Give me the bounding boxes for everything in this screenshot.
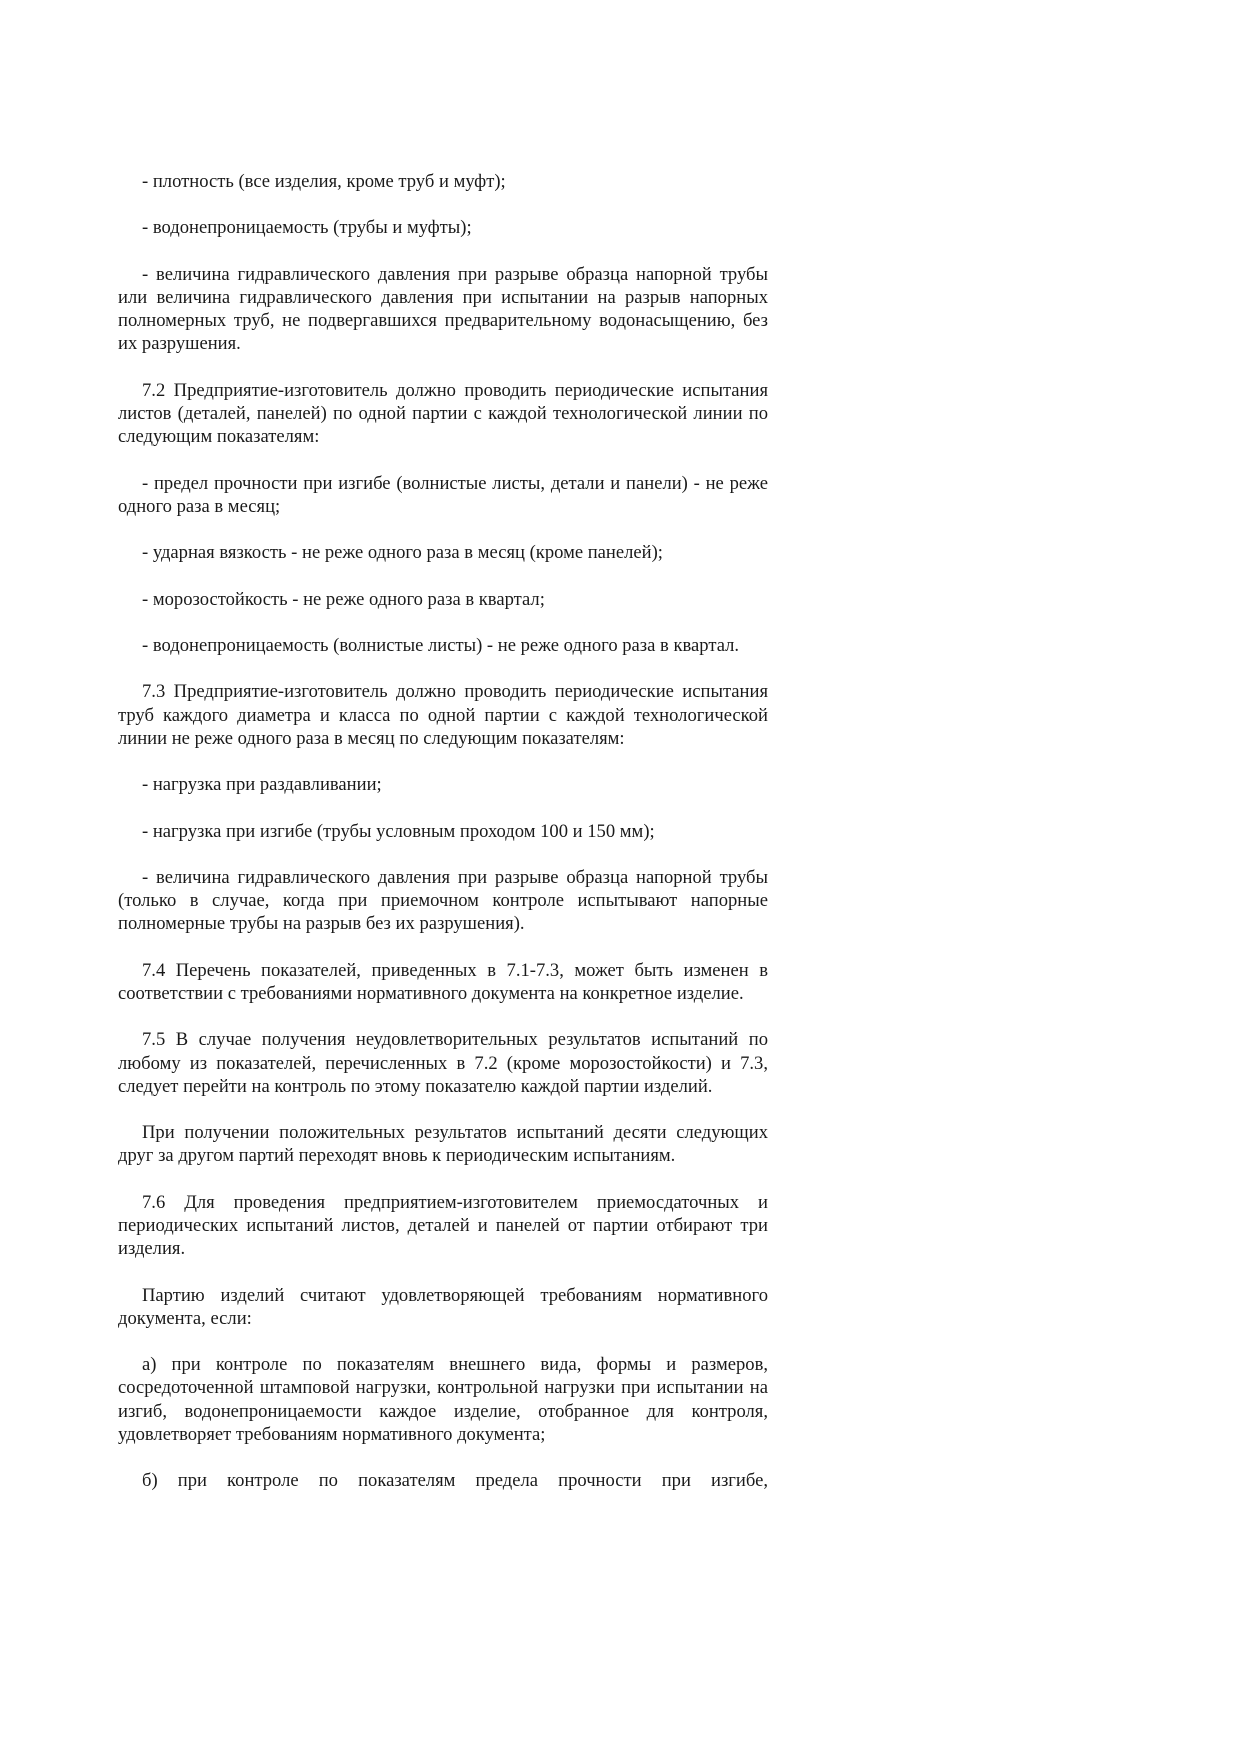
paragraph: - ударная вязкость - не реже одного раза в месяц (кроме панелей); <box>142 542 663 564</box>
paragraph: - предел прочности при изгибе (волнистые листы, детали и панели) - не реже одного раза в месяц; <box>118 472 768 517</box>
paragraph: При получении положительных результатов испытаний десяти следующих друг за другом партий переходят вновь к периодическим испытаниям. <box>118 1122 768 1167</box>
paragraph: 7.5 В случае получения неудовлетворительных результатов испытаний по любому из показателей, перечисленных в 7.2 (кроме морозостойкости) и 7.3, следует перейти на контроль по этому показателю каждой партии изделий. <box>118 1029 768 1097</box>
paragraph: - морозостойкость - не реже одного раза в квартал; <box>142 588 545 610</box>
paragraph: Партию изделий считают удовлетворяющей требованиям нормативного документа, если: <box>118 1284 768 1329</box>
paragraph: 7.3 Предприятие-изготовитель должно проводить периодические испытания труб каждого диаметра и класса по одной партии с каждой технологической линии не реже одного раза в месяц по следующим показателям: <box>118 681 768 749</box>
paragraph: - нагрузка при раздавливании; <box>142 774 382 796</box>
paragraph: - водонепроницаемость (трубы и муфты); <box>142 217 472 239</box>
paragraph: - водонепроницаемость (волнистые листы) - не реже одного раза в квартал. <box>142 634 740 656</box>
paragraph: - плотность (все изделия, кроме труб и муфт); <box>142 171 506 192</box>
paragraph: - величина гидравлического давления при разрыве образца напорной трубы или величина гидравлического давления при испытании на разрыв напорных полномерных труб, не подвергавшихся предварительному водонасыщению, без их разрушения. <box>118 263 768 355</box>
paragraph: 7.6 Для проведения предприятием-изготовителем приемосдаточных и периодических испытаний листов, деталей и панелей от партии отбирают три изделия. <box>118 1191 768 1260</box>
paragraph: а) при контроле по показателям внешнего вида, формы и размеров, сосредоточенной штамповой нагрузки, контрольной нагрузки при испытании на изгиб, водонепроницаемости каждое изделие, отобранное для контроля, удовлетворяет требованиям нормативного документа; <box>118 1354 768 1445</box>
paragraph: - нагрузка при изгибе (трубы условным проходом 100 и 150 мм); <box>142 820 655 842</box>
paragraph: - величина гидравлического давления при разрыве образца напорной трубы (только в случае, когда при приемочном контроле испытывают напорные полномерные трубы на разрыв без их разрушения). <box>118 866 768 935</box>
paragraph: 7.2 Предприятие-изготовитель должно проводить периодические испытания листов (деталей, панелей) по одной партии с каждой технологической линии по следующим показателям: <box>118 379 768 448</box>
document-page <box>118 170 768 1492</box>
paragraph: б) при контроле по показателям предела прочности при изгибе, <box>142 1470 768 1492</box>
paragraph: 7.4 Перечень показателей, приведенных в 7.1-7.3, может быть изменен в соответствии с требованиями нормативного документа на конкретное изделие. <box>118 959 768 1004</box>
